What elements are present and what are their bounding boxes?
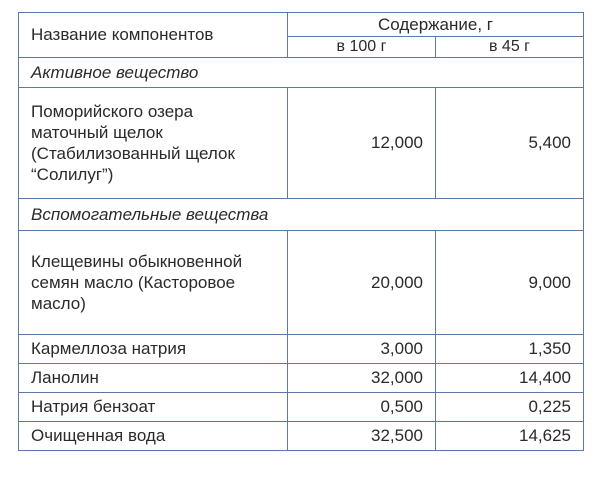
table-row [19,88,584,199]
table-row [19,393,584,422]
table-row [19,335,584,364]
header-row [19,13,584,37]
amount-per-100g: 32,500 [288,422,436,451]
amount-per-100g: 0,500 [288,393,436,422]
component-name: Очищенная вода [19,422,288,451]
amount-per-45g: 1,350 [436,335,584,364]
section-row-active [19,58,584,88]
amount-per-45g: 0,225 [436,393,584,422]
header-per-45g: в 45 г [436,36,584,57]
component-name: Клещевины обыкновенной семян масло (Касторовое масло) [19,231,288,335]
table-row [19,231,584,335]
component-name: Кармеллоза натрия [19,335,288,364]
component-name: Поморийского озера маточный щелок (Стабилизованный щелок “Солилуг”) [19,88,288,199]
amount-per-45g: 9,000 [436,231,584,335]
amount-per-100g: 3,000 [288,335,436,364]
table-row [19,364,584,393]
header-per-100g: в 100 г [288,36,436,57]
section-row-excipients [19,199,584,231]
component-name: Натрия бензоат [19,393,288,422]
amount-per-100g: 20,000 [288,231,436,335]
table-row [19,422,584,451]
header-component-name: Название компонентов [19,13,288,58]
composition-table [18,12,584,451]
amount-per-45g: 5,400 [436,88,584,199]
section-title: Активное вещество [19,58,584,88]
amount-per-100g: 12,000 [288,88,436,199]
amount-per-45g: 14,400 [436,364,584,393]
section-title: Вспомогательные вещества [19,199,584,231]
header-content: Содержание, г [288,13,584,37]
component-name: Ланолин [19,364,288,393]
amount-per-45g: 14,625 [436,422,584,451]
amount-per-100g: 32,000 [288,364,436,393]
